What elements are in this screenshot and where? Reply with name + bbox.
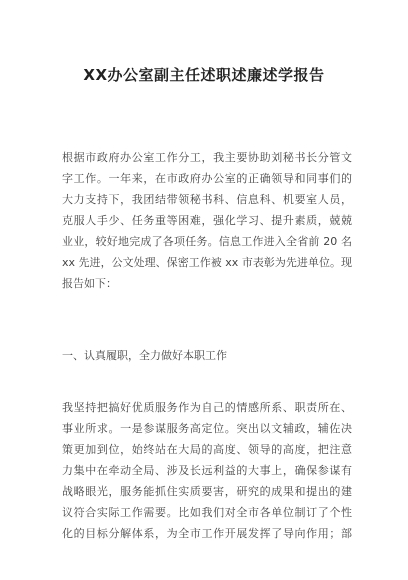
paragraph-line: 字工作。一年来，在市政府办公室的正确领导和同事们的 bbox=[62, 172, 352, 185]
document-title: XX办公室副主任述职述廉述学报告 bbox=[83, 66, 325, 84]
paragraph-line: 业业，较好地完成了各项任务。信息工作进入全省前 20 名 bbox=[62, 235, 352, 248]
paragraph-line: 克服人手少、任务重等困难，强化学习、提升素质，兢兢 bbox=[62, 214, 352, 227]
section-paragraph bbox=[62, 397, 352, 544]
paragraph-line: 我坚持把搞好优质服务作为自己的情感所系、职责所在、 bbox=[62, 401, 352, 414]
intro-paragraph bbox=[62, 147, 352, 294]
paragraph-line: 大力支持下，我团结带领秘书科、信息科、机要室人员， bbox=[62, 193, 352, 206]
paragraph-line: 化的目标分解体系，为全市工作开展发挥了导向作用；部 bbox=[62, 527, 352, 540]
paragraph-line: 事业所求。一是参谋服务高定位。突出以文辅政，辅佐决 bbox=[62, 422, 352, 435]
section-heading: 一、认真履职，全力做好本职工作 bbox=[62, 349, 227, 362]
paragraph-line: 力集中在牵动全局、涉及长远利益的大事上，确保参谋有 bbox=[62, 464, 352, 477]
paragraph-line: 报告如下： bbox=[62, 277, 117, 290]
paragraph-line: xx 先进，公文处理、保密工作被 xx 市表彰为先进单位。现 bbox=[62, 256, 352, 269]
paragraph-line: 战略眼光，服务能抓住实质要害，研究的成果和提出的建 bbox=[62, 485, 352, 498]
paragraph-line: 策更加到位，始终站在大局的高度、领导的高度，把注意 bbox=[62, 443, 352, 456]
paragraph-line: 议符合实际工作需要。比如我们对全市各单位制订了个性 bbox=[62, 506, 352, 519]
paragraph-line: 根据市政府办公室工作分工，我主要协助刘秘书长分管文 bbox=[62, 151, 352, 164]
